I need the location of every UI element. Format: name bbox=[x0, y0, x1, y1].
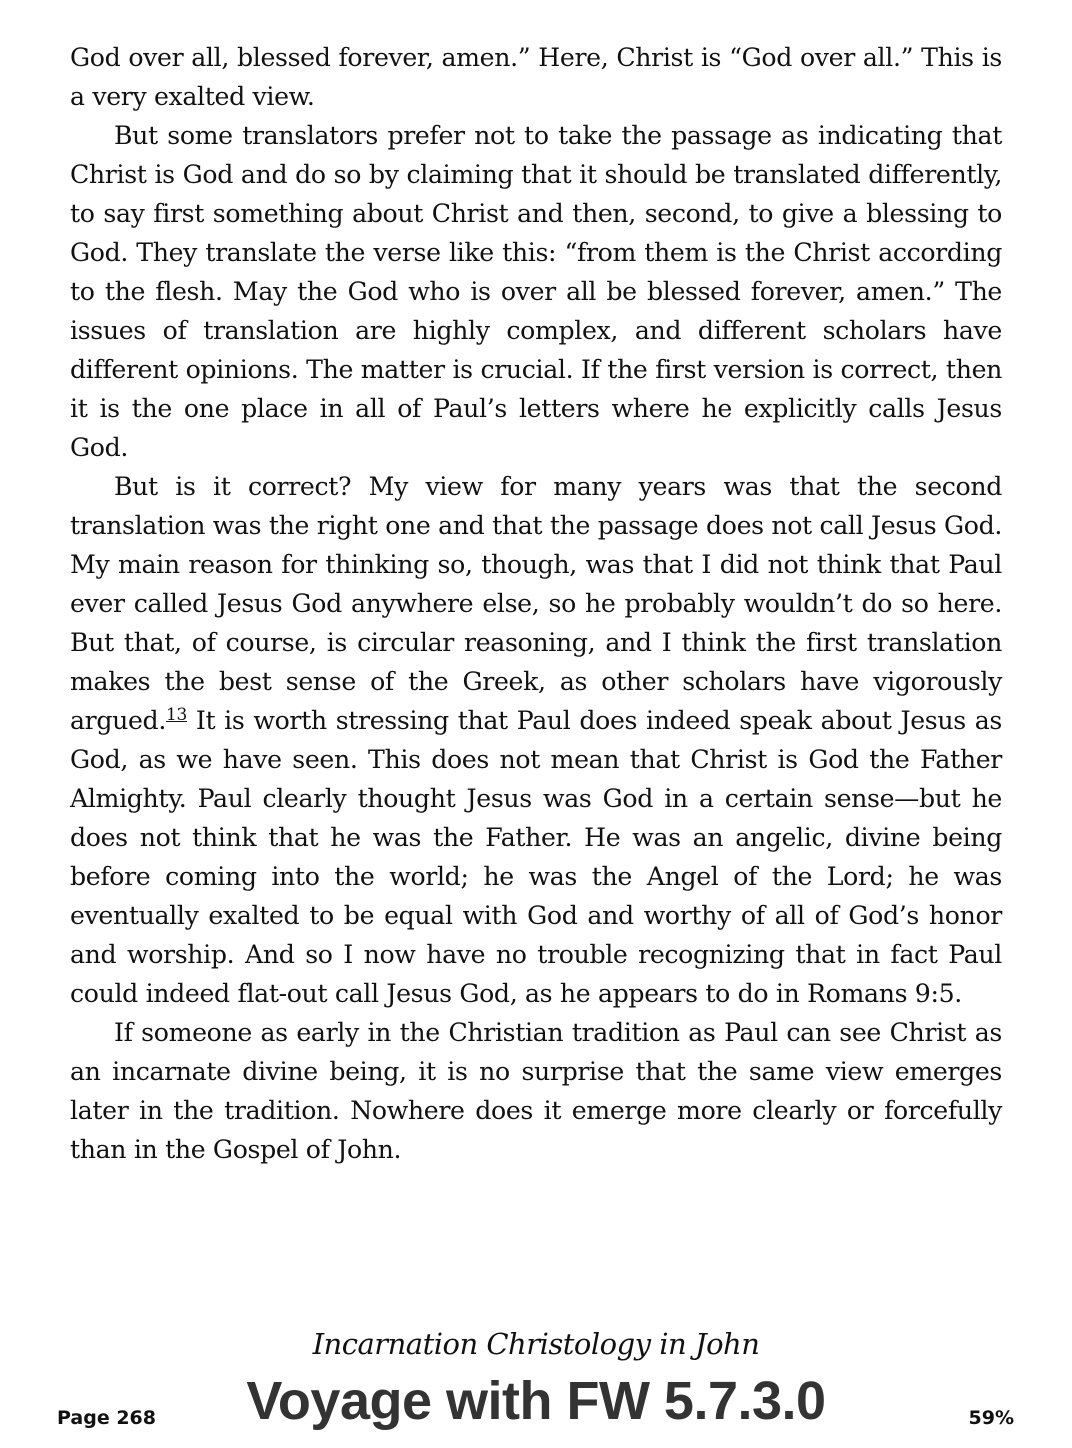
reading-progress: 59% bbox=[968, 1407, 1014, 1429]
paragraph-john-intro: If someone as early in the Christian tradition as Paul can see Christ as an incarnate divine being, it is no surprise that the same view emerges later in the tradition. Nowhere does it emerge more clearly or forcefully than in the Gospel of John. bbox=[70, 1018, 1002, 1164]
page-number: Page 268 bbox=[57, 1407, 156, 1429]
firmware-watermark: Voyage with FW 5.7.3.0 bbox=[246, 1371, 826, 1431]
paragraph-text-before-footnote: But is it correct? My view for many years was that the second translation was the right one and that the passage does not call Jesus God. My main reason for thinking so, though, was that I did not think that Paul ever called Jesus God anywhere else, so he probably wouldn’t do so here. But that, of course, is circular reasoning, and I think the first translation makes the best sense of the Greek, as other scholars have vigorously argued. bbox=[70, 472, 1002, 735]
footnote-link[interactable]: 13 bbox=[166, 705, 187, 725]
paragraph-translation-alternative: But some translators prefer not to take the passage as indicating that Christ is God and do so by claiming that it should be translated differently, to say first something about Christ and then, second, to give a blessing to God. They translate the verse like this: “from them is the Christ according to the flesh. May the God who is over all be blessed forever, amen.” The issues of translation are highly complex, and different scholars have different opinions. The matter is crucial. If the first version is correct, then it is the one place in all of Paul’s letters where he explicitly calls Jesus God. bbox=[70, 121, 1002, 462]
paragraph-is-it-correct bbox=[70, 467, 1002, 1013]
section-heading: Incarnation Christology in John bbox=[312, 1327, 760, 1361]
paragraph-continuation: God over all, blessed forever, amen.” Here, Christ is “God over all.” This is a very exalted view. bbox=[70, 43, 1002, 111]
paragraph-text-after-footnote: It is worth stressing that Paul does indeed speak about Jesus as God, as we have seen. This does not mean that Christ is God the Father Almighty. Paul clearly thought Jesus was God in a certain sense—but he does not think that he was the Father. He was an angelic, divine being before coming into the world; he was the Angel of the Lord; he was eventually exalted to be equal with God and worthy of all of God’s honor and worship. And so I now have no trouble recognizing that in fact Paul could indeed flat-out call Jesus God, as he appears to do in Romans 9:5. bbox=[70, 706, 1002, 1008]
reading-page-body bbox=[70, 38, 1002, 1169]
